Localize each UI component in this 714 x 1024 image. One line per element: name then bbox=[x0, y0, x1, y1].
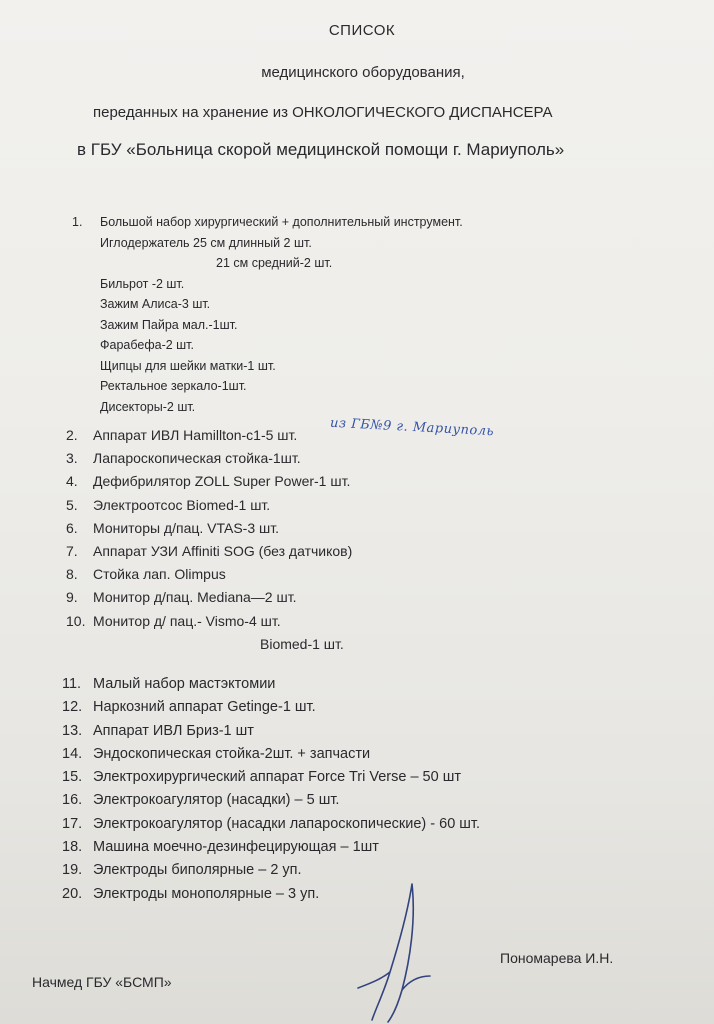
item-number: 1. bbox=[72, 215, 83, 229]
item1-line: Иглодержатель 25 см длинный 2 шт. bbox=[100, 235, 312, 250]
item-text: Монитор д/ пац.- Vismo-4 шт. bbox=[93, 612, 281, 629]
item-number: 6. bbox=[66, 519, 78, 536]
item1-line: Ректальное зеркало-1шт. bbox=[100, 379, 247, 393]
item-number: 8. bbox=[66, 566, 78, 583]
item-text: Электроды монополярные – 3 уп. bbox=[93, 885, 320, 902]
handwritten-note: из ГБ№9 г. Мариуполь bbox=[329, 415, 495, 440]
item-number: 14. bbox=[62, 745, 83, 762]
equipment-list-a bbox=[66, 427, 352, 636]
item-text: Малый набор мастэктомии bbox=[93, 676, 276, 692]
biomed-line: Biomed-1 шт. bbox=[260, 636, 344, 652]
doc-subtitle-line4: в ГБУ «Больница скорой медицинской помощи г. Мариуполь» bbox=[77, 140, 565, 159]
item1-line: Дисекторы-2 шт. bbox=[100, 399, 196, 414]
list-item bbox=[66, 566, 352, 589]
doc-subtitle: медицинского оборудования, bbox=[261, 64, 465, 81]
item1-line: Фарабефа-2 шт. bbox=[100, 338, 194, 352]
item-number: 18. bbox=[62, 839, 83, 856]
equipment-list-b bbox=[62, 676, 480, 909]
item-number: 17. bbox=[62, 815, 83, 832]
item-number: 15. bbox=[62, 769, 83, 786]
list-item bbox=[66, 613, 352, 636]
list-item bbox=[62, 816, 480, 839]
item-number: 3. bbox=[66, 450, 78, 467]
item-number: 7. bbox=[66, 542, 78, 559]
item-number: 10. bbox=[66, 612, 86, 629]
list-item bbox=[66, 427, 352, 450]
item-text: Лапароскопическая стойка-1шт. bbox=[93, 450, 301, 467]
footer-name: Пономарева И.Н. bbox=[500, 950, 614, 966]
list-item bbox=[66, 543, 352, 566]
list-item bbox=[62, 792, 480, 815]
item1-line: Зажим Пайра мал.-1шт. bbox=[100, 317, 238, 332]
item-number: 9. bbox=[66, 589, 78, 606]
item-text: Электроотсос Biomed-1 шт. bbox=[93, 496, 271, 513]
list-item bbox=[62, 699, 480, 722]
list-item bbox=[62, 746, 480, 769]
item-text: Аппарат ИВЛ Hamillton-c1-5 шт. bbox=[93, 427, 298, 443]
item1-line: Большой набор хирургический + дополнительный инструмент. bbox=[100, 215, 463, 229]
doc-subtitle-line3: переданных на хранение из ОНКОЛОГИЧЕСКОГО ДИСПАНСЕРА bbox=[93, 104, 553, 121]
item1-line: Бильрот -2 шт. bbox=[100, 276, 185, 291]
item-text: Электроды биполярные – 2 уп. bbox=[93, 862, 302, 879]
list-item bbox=[66, 589, 352, 612]
item-text: Машина моечно-дезинфецирующая – 1шт bbox=[93, 839, 379, 856]
item-text: Дефибрилятор ZOLL Super Power-1 шт. bbox=[93, 473, 351, 490]
item-number: 5. bbox=[66, 496, 78, 513]
item-number: 20. bbox=[62, 885, 83, 902]
item-number: 12. bbox=[62, 699, 83, 716]
item-text: Аппарат ИВЛ Бриз-1 шт bbox=[93, 722, 254, 739]
list-item bbox=[62, 769, 480, 792]
item-text: Стойка лап. Olimpus bbox=[93, 566, 226, 583]
list-item bbox=[66, 520, 352, 543]
item-number: 2. bbox=[66, 427, 78, 443]
list-item bbox=[62, 839, 480, 862]
item-text: Электрохирургический аппарат Force Tri Verse – 50 шт bbox=[93, 769, 461, 786]
item-number: 13. bbox=[62, 722, 83, 739]
handwritten-signature bbox=[350, 880, 460, 1024]
item-text: Мониторы д/пац. VTAS-3 шт. bbox=[93, 519, 280, 536]
list-item bbox=[66, 450, 352, 473]
item1-line: 21 см средний-2 шт. bbox=[216, 256, 333, 270]
item-number: 19. bbox=[62, 862, 83, 879]
item-text: Электрокоагулятор (насадки) – 5 шт. bbox=[93, 792, 340, 809]
list-item bbox=[62, 676, 480, 699]
item-number: 11. bbox=[62, 676, 82, 692]
item-text: Электрокоагулятор (насадки лапароскопические) - 60 шт. bbox=[93, 815, 480, 832]
item1-line: Щипцы для шейки матки-1 шт. bbox=[100, 358, 276, 373]
item-text: Аппарат УЗИ Affiniti SOG (без датчиков) bbox=[93, 542, 353, 559]
item-text: Эндоскопическая стойка-2шт. + запчасти bbox=[93, 745, 371, 762]
list-item bbox=[66, 497, 352, 520]
item-text: Наркозний аппарат Getinge-1 шт. bbox=[93, 699, 316, 716]
list-item bbox=[62, 723, 480, 746]
doc-title: СПИСОК bbox=[328, 22, 396, 39]
item-text: Монитор д/пац. Mediana—2 шт. bbox=[93, 589, 297, 606]
list-item bbox=[66, 473, 352, 496]
item-number: 4. bbox=[66, 473, 78, 490]
footer-position: Начмед ГБУ «БСМП» bbox=[32, 974, 172, 990]
title-block bbox=[0, 22, 714, 81]
item1-line: Зажим Алиса-3 шт. bbox=[100, 297, 211, 311]
item-number: 16. bbox=[62, 792, 83, 809]
